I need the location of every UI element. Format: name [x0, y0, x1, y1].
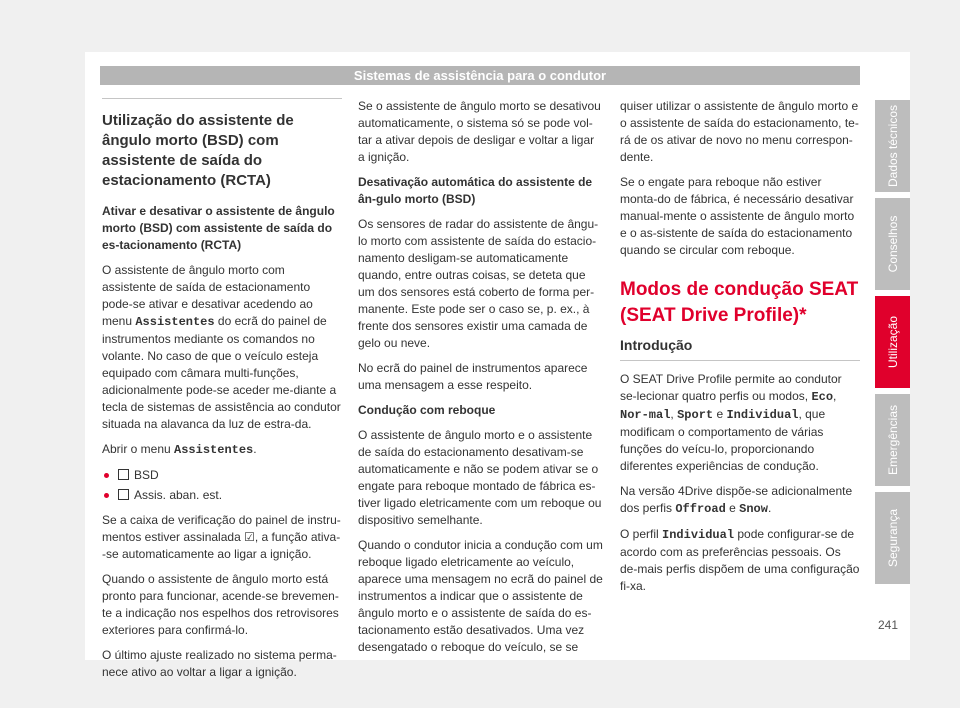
- subheading: Desativação automática do assistente de ân-gulo morto (BSD): [358, 175, 593, 206]
- paragraph: O último ajuste realizado no sistema perma-nece ativo ao voltar a ligar a ignição.: [102, 648, 337, 679]
- subheading: Ativar e desativar o assistente de ângulo morto (BSD) com assistente de saída do es-tacionamento (RCTA): [102, 204, 335, 252]
- option-list: [102, 467, 342, 504]
- checked-checkbox-icon: ☑: [244, 530, 255, 544]
- column-1: [102, 98, 342, 689]
- bullet-icon: [104, 493, 109, 498]
- intro-heading: Introdução: [620, 337, 860, 361]
- paragraph: Os sensores de radar do assistente de ângu-lo morto com assistente de saída do estacio-namento desligam-se automaticamente quando, entre outras coisas, se deteta que um dos sensores está coberto de forma per-manente. Este pode ser o caso se, p. ex., à frente dos sensores existir uma camada de gelo ou neve.: [358, 217, 599, 350]
- chapter-title: Modos de condução SEAT (SEAT Drive Profile)*: [620, 279, 859, 326]
- bullet-icon: [104, 473, 109, 478]
- paragraph: O assistente de ângulo morto e o assistente de saída do estacionamento desativam-se automaticamente e não se podem ativar se o engate para reboque montado de fábrica es-tiver ligado eletricamente com um reboque ou dispositivo semelhante.: [358, 428, 602, 527]
- paragraph: Quando o condutor inicia a condução com um reboque ligado eletricamente ao veículo, aparece uma mensagem no ecrã do painel de instrumentos a indicar que o assistente de ângulo morto e o assistente de saída do es-tacionamento estão desativados. Uma vez desengatado o reboque do veículo, se se: [358, 538, 603, 654]
- paragraph: O SEAT Drive Profile permite ao condutor se-lecionar quatro perfis ou modos, Eco, Nor-mal, Sport e Individual, que modificam o comportamento de várias funções do veícu-lo, proporcionando diferentes experiências de condução.: [620, 372, 842, 473]
- checkbox-icon: [118, 489, 129, 500]
- tab-seguranca[interactable]: Segurança: [875, 492, 910, 584]
- paragraph: O perfil Individual pode configurar-se de acordo com as preferências pessoais. Os de-mais perfis dispõem de uma configuração fi-xa.: [620, 527, 860, 593]
- tab-dados-tecnicos[interactable]: Dados técnicos: [875, 100, 910, 192]
- section-title: Utilização do assistente de ângulo morto (BSD) com assistente de saída do estacionamento (RCTA): [102, 112, 294, 189]
- paragraph: Se o engate para reboque não estiver monta-do de fábrica, é necessário desativar manual-mente o assistente de ângulo morto e o as-sistente de saída do estacionamento quando se circular com reboque.: [620, 175, 855, 257]
- tab-emergencias[interactable]: Emergências: [875, 394, 910, 486]
- running-header: Sistemas de assistência para o condutor: [100, 66, 860, 85]
- list-item: Assis. aban. est.: [102, 487, 342, 504]
- subheading: Condução com reboque: [358, 403, 496, 417]
- paragraph: Se o assistente de ângulo morto se desativou automaticamente, o sistema só se pode vol-tar a ativar depois de desligar e voltar a ligar a ignição.: [358, 99, 601, 164]
- column-3: [620, 98, 860, 603]
- page-number: 241: [878, 618, 899, 632]
- paragraph: Se a caixa de verificação do painel de instru-mentos estiver assinalada ☑, a função ativa--se automaticamente ao ligar a ignição.: [102, 513, 341, 561]
- tab-utilizacao[interactable]: Utilização: [875, 296, 910, 388]
- column-2: [358, 98, 603, 664]
- list-item: BSD: [102, 467, 342, 484]
- menu-name: Assistentes: [174, 443, 254, 457]
- paragraph: quiser utilizar o assistente de ângulo morto e o assistente de saída do estacionamento, te-rá de os ativar de novo no menu correspon-dente.: [620, 99, 859, 164]
- paragraph: No ecrã do painel de instrumentos aparece uma mensagem a esse respeito.: [358, 361, 588, 392]
- paragraph: O assistente de ângulo morto com assistente de saída de estacionamento pode-se ativar e desativar acedendo ao menu Assistentes do ecrã do painel de instrumentos mediante os comandos no volante. No caso de que o veículo esteja equipado com câmara multi-funções, adicionalmente pode-se aceder me-diante a tecla de sistemas de assistência ao condutor situada na alavanca da luz de estra-da.: [102, 263, 341, 431]
- paragraph: Quando o assistente de ângulo morto está pronto para funcionar, acende-se brevemen-te a indicação nos espelhos dos retrovisores exteriores para confirmá-lo.: [102, 572, 339, 637]
- menu-name: Assistentes: [135, 315, 215, 329]
- checkbox-icon: [118, 469, 129, 480]
- paragraph: Na versão 4Drive dispõe-se adicionalmente dos perfis Offroad e Snow.: [620, 484, 853, 516]
- tab-conselhos[interactable]: Conselhos: [875, 198, 910, 290]
- paragraph: Abrir o menu Assistentes.: [102, 442, 257, 457]
- section-rule: [102, 98, 342, 99]
